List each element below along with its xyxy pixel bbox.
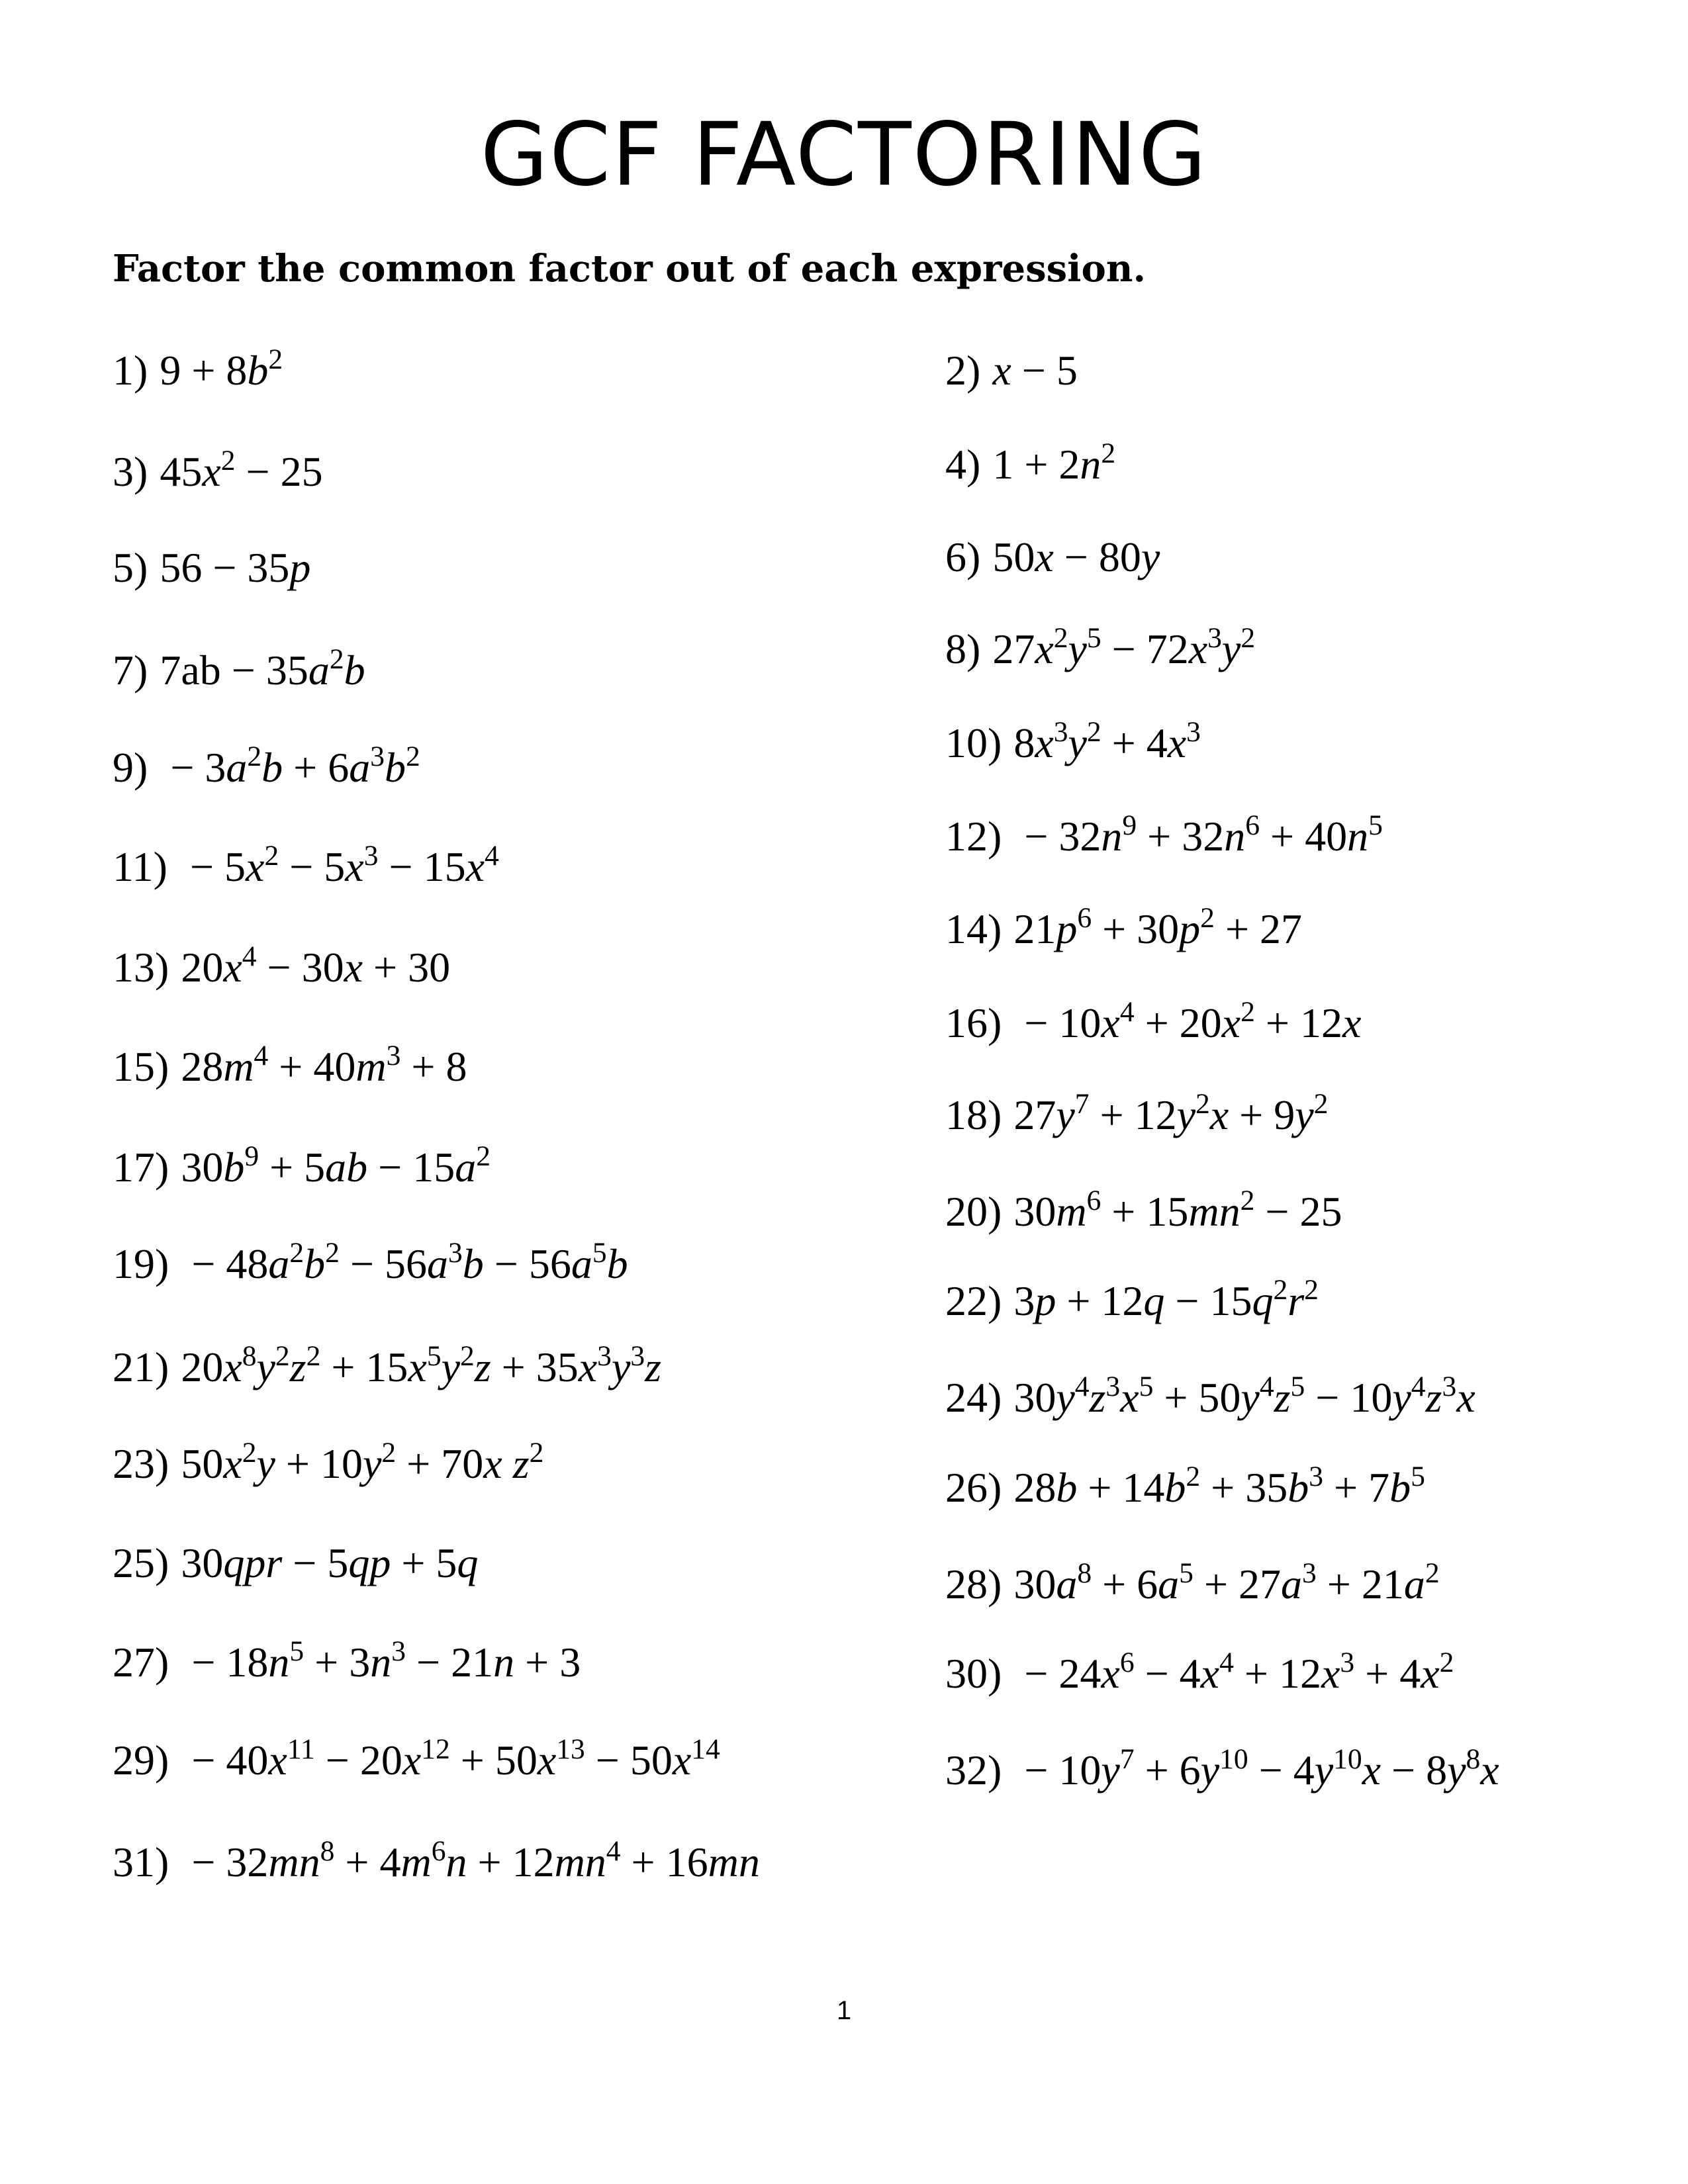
problem-number: 27) (113, 1639, 169, 1686)
problem-item (113, 1635, 581, 1686)
problem-expression: $9 + 8b^2$ (160, 343, 283, 394)
problem-number: 7) (113, 647, 148, 694)
problem-expression: $3p + 12q - 15q^2r^2$ (1013, 1274, 1319, 1324)
problem-item (113, 445, 323, 495)
problem-item (945, 1461, 1425, 1511)
problem-number: 4) (945, 441, 981, 488)
problem-expression: 30qpr − 5qp + 5q (181, 1539, 479, 1586)
problem-expression: $30y^4z^3x^5 + 50y^4z^5 - 10y^4z^3x$ (1013, 1371, 1476, 1421)
problem-number: 30) (945, 1650, 1002, 1697)
problem-item (945, 1088, 1329, 1138)
problem-number: 3) (113, 448, 148, 495)
problem-number: 6) (945, 533, 981, 580)
worksheet-title: GCF FACTORING (480, 104, 1208, 206)
problem-number: 25) (113, 1539, 169, 1586)
problem-number: 9) (113, 744, 148, 791)
problem-expression: x − 5 (992, 347, 1078, 394)
problem-number: 12) (945, 813, 1002, 860)
problem-item (945, 902, 1303, 952)
problem-expression: $28m^4 + 40m^3 + 8$ (181, 1040, 467, 1090)
problem-number: 18) (945, 1091, 1002, 1138)
problem-number: 31) (113, 1839, 169, 1886)
problem-expression: $45x^2 - 25$ (160, 445, 323, 495)
problem-item (945, 349, 1078, 392)
problem-expression: $21p^6 + 30p^2 + 27$ (1013, 902, 1303, 952)
problem-number: 24) (945, 1374, 1002, 1421)
problem-expression: $30a^8 + 6a^5 + 27a^3 + 21a^2$ (1013, 1557, 1440, 1608)
problem-item (113, 1733, 720, 1784)
problem-item (945, 716, 1201, 766)
problem-item (945, 996, 1362, 1046)
problem-expression: $28b + 14b^2 + 35b^3 + 7b^5$ (1013, 1461, 1425, 1511)
problem-expression: − $18n^5 + 3n^3 - 21n + 3$ (181, 1635, 581, 1686)
problem-number: 5) (113, 544, 148, 591)
problem-number: 20) (945, 1188, 1002, 1235)
page-number: 1 (836, 1996, 852, 2025)
problem-item (113, 940, 451, 991)
problem-expression: − $32n^9 + 32n^6 + 40n^5$ (1013, 809, 1383, 860)
problem-expression: 50x − 80y (992, 533, 1160, 580)
problem-item (113, 544, 311, 591)
problem-number: 15) (113, 1043, 169, 1090)
problem-item (113, 741, 420, 791)
problem-expression: 56 − 35p (160, 544, 311, 591)
problem-number: 10) (945, 719, 1002, 766)
problem-item (945, 1274, 1319, 1324)
problem-number: 16) (945, 999, 1002, 1046)
problem-expression: $50x^2y + 10y^2 + 70x$ $z^2$ (181, 1437, 544, 1487)
problem-expression: − $48a^2b^2 - 56a^3b - 56a^5b$ (181, 1237, 628, 1287)
problem-expression: − $10x^4 + 20x^2 + 12x$ (1013, 996, 1362, 1046)
problem-expression: − $24x^6 - 4x^4 + 12x^3 + 4x^2$ (1013, 1647, 1454, 1697)
problem-item (113, 1835, 760, 1886)
problem-item (113, 343, 283, 394)
problem-item (113, 1340, 662, 1390)
problem-item (945, 1185, 1342, 1235)
problem-number: 23) (113, 1440, 169, 1487)
instructions: Factor the common factor out of each expression. (113, 247, 1146, 291)
problem-item (945, 622, 1256, 672)
problem-expression: $7ab - 35a^2b$ (160, 643, 365, 694)
problem-item (945, 1647, 1454, 1697)
problem-expression: $20x^8y^2z^2 + 15x^5y^2z + 35x^3y^3z$ (181, 1340, 662, 1390)
problem-number: 28) (945, 1561, 1002, 1608)
problem-expression: − $32mn^8 + 4m^6n + 12mn^4 + 16mn$ (181, 1835, 760, 1886)
problem-number: 1) (113, 347, 148, 394)
problem-item (113, 643, 365, 694)
problem-number: 8) (945, 625, 981, 672)
problem-number: 13) (113, 944, 169, 991)
problem-item (945, 533, 1160, 580)
problem-item (945, 1743, 1499, 1794)
problem-item (113, 1539, 479, 1586)
problem-expression: − $5x^2 - 5x^3 - 15x^4$ (179, 840, 499, 890)
problem-number: 22) (945, 1277, 1002, 1324)
problem-number: 29) (113, 1737, 169, 1784)
problem-item (945, 809, 1383, 860)
problem-number: 17) (113, 1144, 169, 1191)
problem-number: 14) (945, 905, 1002, 952)
problem-item (945, 437, 1116, 488)
problem-item (945, 1371, 1476, 1421)
problem-expression: $30m^6 + 15mn^2 - 25$ (1013, 1185, 1342, 1235)
problem-number: 26) (945, 1464, 1002, 1511)
problem-expression: $8x^3y^2 + 4x^3$ (1013, 716, 1201, 766)
problem-item (113, 1237, 628, 1287)
problem-expression: − $10y^7 + 6y^{10} - 4y^{10}x - 8y^8x$ (1013, 1743, 1499, 1794)
problem-expression: $1 + 2n^2$ (992, 437, 1116, 488)
problem-number: 32) (945, 1747, 1002, 1794)
problem-number: 19) (113, 1240, 169, 1287)
problem-number: 2) (945, 347, 981, 394)
problem-item (113, 1040, 467, 1090)
problem-item (113, 840, 499, 890)
problem-expression: $27x^2y^5 - 72x^3y^2$ (992, 622, 1256, 672)
problem-number: 11) (113, 843, 167, 890)
problem-expression: $30b^9 + 5ab - 15a^2$ (181, 1140, 491, 1191)
problem-expression: − $40x^{11} - 20x^{12} + 50x^{13} - 50x^{14}$ (181, 1733, 720, 1784)
problem-item (945, 1557, 1440, 1608)
problem-item (113, 1140, 491, 1191)
problem-expression: $20x^4 - 30x + 30$ (181, 940, 451, 991)
problem-expression: − $3a^2b + 6a^3b^2$ (160, 741, 420, 791)
problem-expression: $27y^7 + 12y^2x + 9y^2$ (1013, 1088, 1329, 1138)
problem-number: 21) (113, 1343, 169, 1390)
problem-item (113, 1437, 544, 1487)
